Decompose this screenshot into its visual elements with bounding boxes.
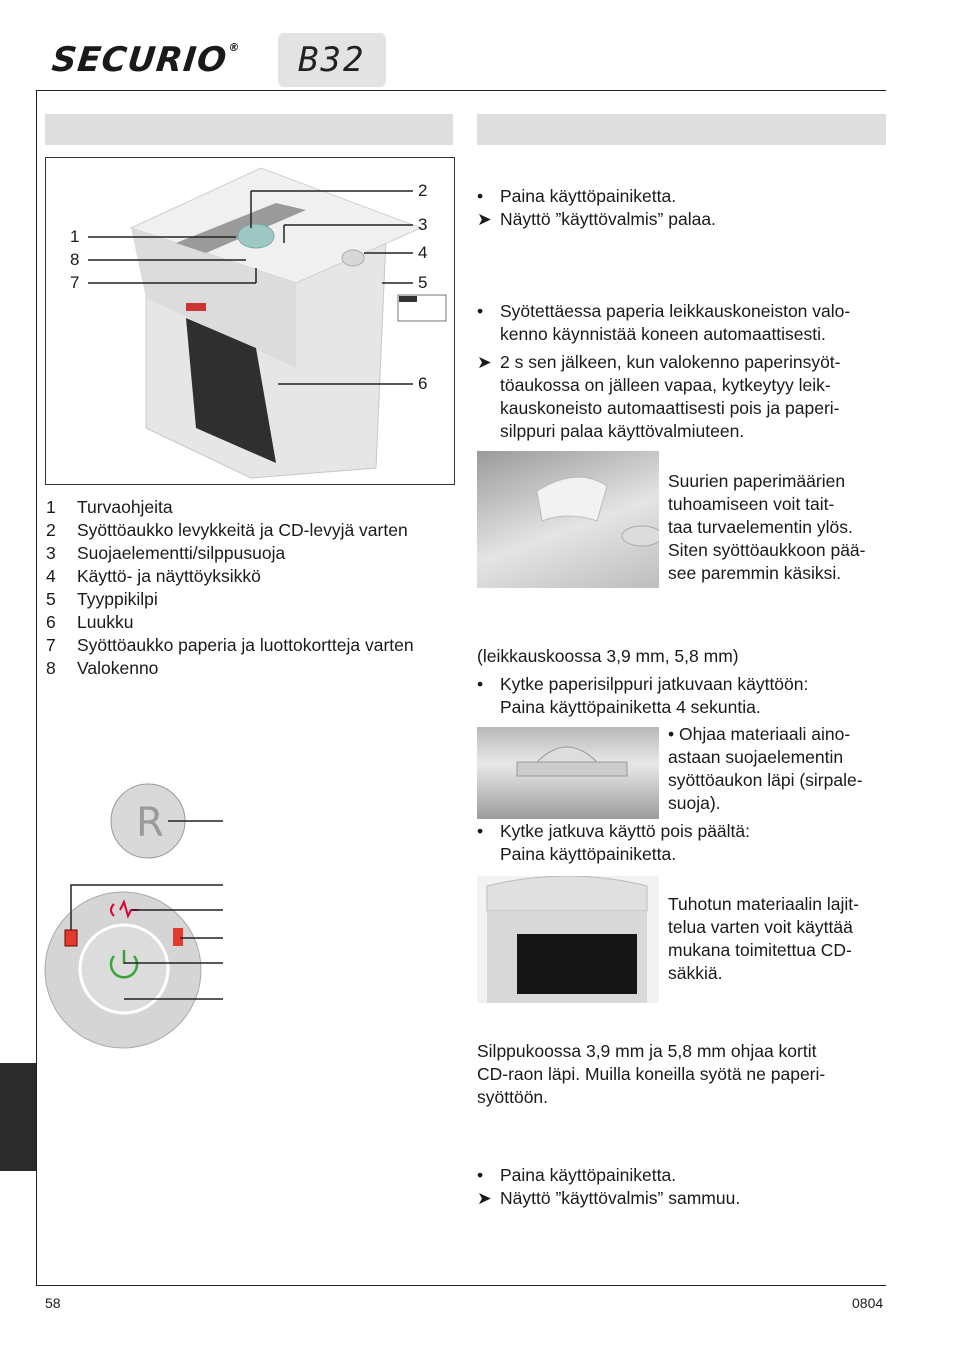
legend-item: 4 Käyttö- ja näyttöyksikkö xyxy=(46,566,261,586)
callout-3: 3 xyxy=(418,215,428,234)
callout-2: 2 xyxy=(418,181,428,200)
photo-cd-bag xyxy=(477,876,659,1003)
shredder-illustration xyxy=(46,158,454,484)
cut-size-note: (leikkauskoossa 3,9 mm, 5,8 mm) xyxy=(477,646,739,666)
brand-logo: SECURIO® xyxy=(49,40,242,80)
page-number: 58 xyxy=(45,1295,61,1311)
bottom-rule xyxy=(36,1285,886,1286)
legend-item: 6 Luukku xyxy=(46,612,134,632)
cards-paragraph: Silppukoossa 3,9 mm ja 5,8 mm ohjaa kortit CD-raon läpi. Muilla koneilla syötä ne paperi- syöttöön. xyxy=(477,1041,826,1107)
section-band-right xyxy=(477,114,886,145)
left-rule xyxy=(36,90,37,1286)
callout-4: 4 xyxy=(418,243,428,262)
callout-1: 1 xyxy=(70,227,80,246)
language-tab xyxy=(0,1063,36,1171)
photo3-caption: Tuhotun materiaalin lajit- telua varten voit käyttää mukana toimitettua CD- säkkiä. xyxy=(668,894,859,983)
doc-code: 0804 xyxy=(852,1295,884,1311)
top-rule xyxy=(36,90,886,91)
callout-5: 5 xyxy=(418,273,428,292)
legend-item: 2 Syöttöaukko levykkeitä ja CD-levyjä varten xyxy=(46,520,408,540)
photo1-caption: Suurien paperimäärien tuhoamiseen voit tait- taa turvaelementin ylös. Siten syöttöaukkoon pää- see paremmin käsiksi. xyxy=(668,471,866,583)
photo-cd-slot xyxy=(477,727,659,819)
legend-item: 8 Valokenno xyxy=(46,658,159,678)
model-name: B32 xyxy=(298,40,366,80)
photo-safety-element xyxy=(477,451,659,588)
callout-6: 6 xyxy=(418,374,428,393)
photo2-caption: • Ohjaa materiaali aino- astaan suojaelementin syöttöaukon läpi (sirpale- suoja). xyxy=(668,724,863,813)
legend-item: 5 Tyyppikilpi xyxy=(46,589,158,609)
section-band-left xyxy=(45,114,453,145)
callout-7: 7 xyxy=(70,273,80,292)
reverse-button-letter: R xyxy=(136,800,164,846)
legend-item: 7 Syöttöaukko paperia ja luottokortteja varten xyxy=(46,635,414,655)
legend-item: 3 Suojaelementti/silppusuoja xyxy=(46,543,286,563)
shredder-figure xyxy=(45,157,455,485)
callout-8: 8 xyxy=(70,250,80,269)
legend-item: 1 Turvaohjeita xyxy=(46,497,173,517)
